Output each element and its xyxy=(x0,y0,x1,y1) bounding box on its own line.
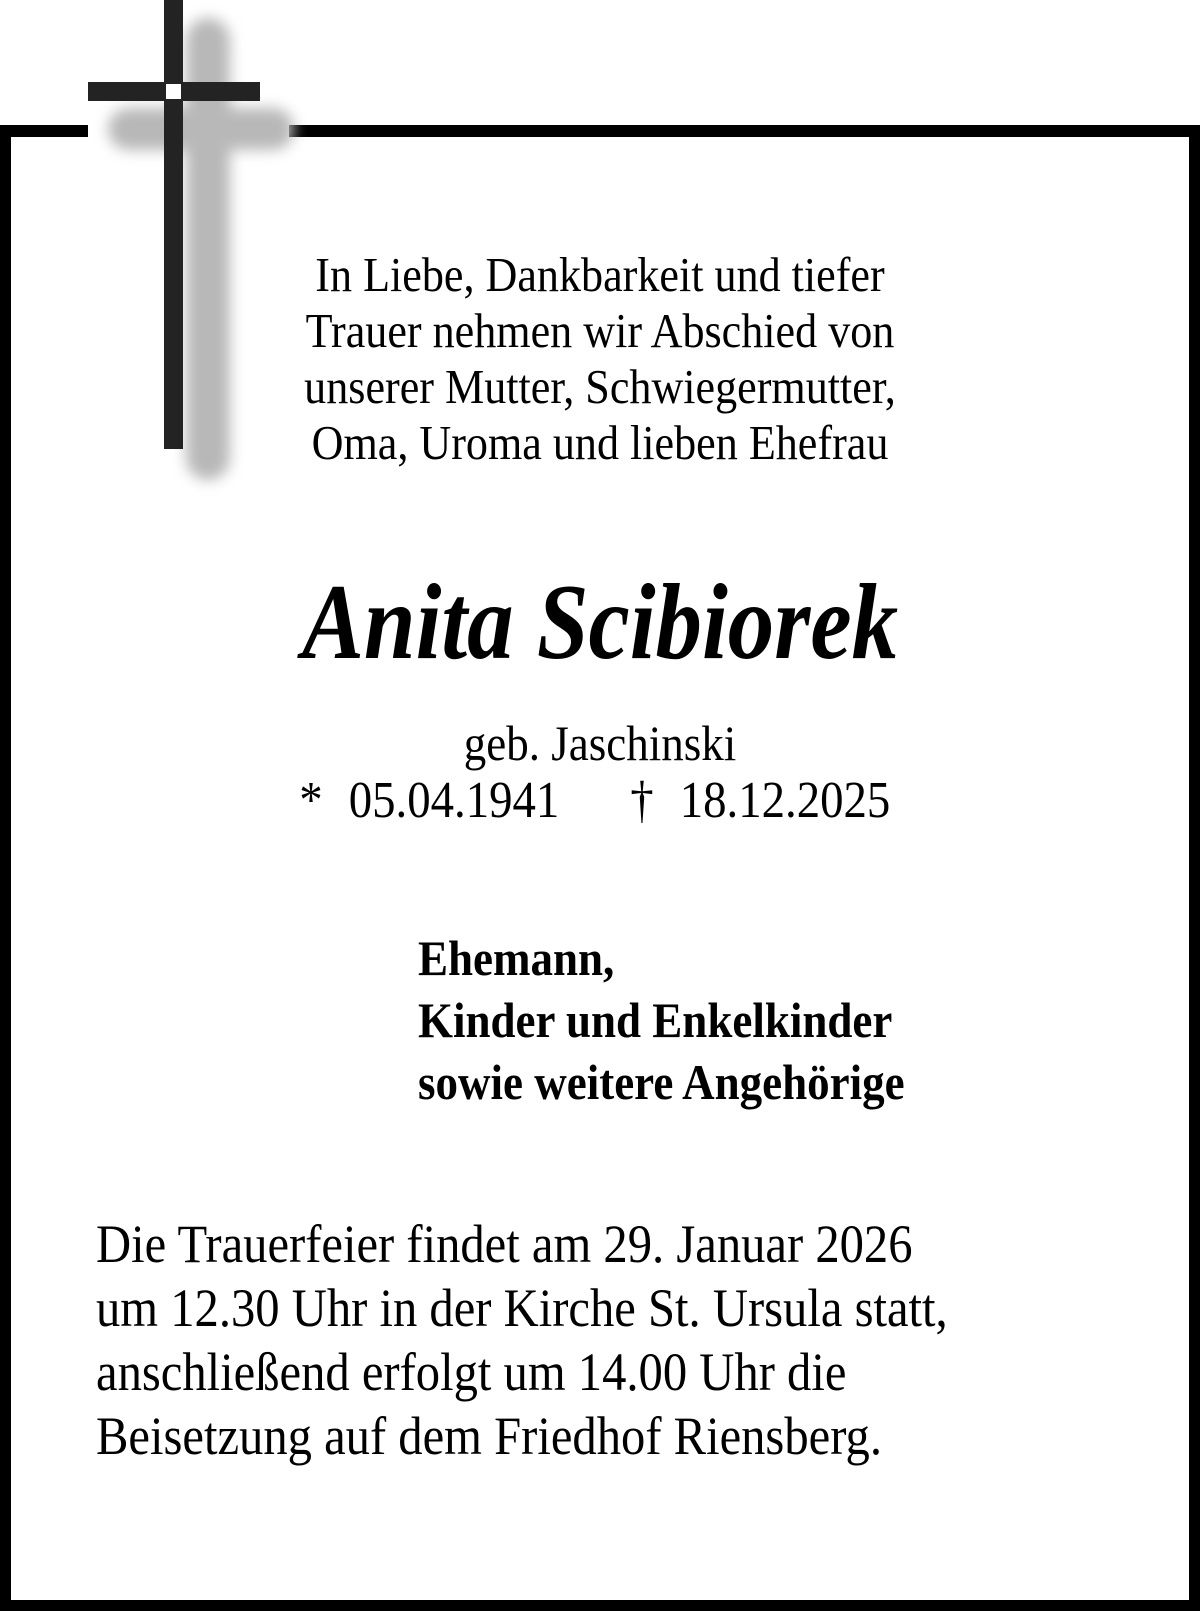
intro-line-3: unserer Mutter, Schwiegermutter, xyxy=(304,359,896,414)
death-date: 18.12.2025 xyxy=(679,772,891,829)
border-right xyxy=(1189,125,1200,1611)
service-line-1: Die Trauerfeier findet am 29. Januar 2026 xyxy=(96,1214,913,1274)
intro-line-1: In Liebe, Dankbarkeit und tiefer xyxy=(315,247,885,302)
service-line-3: anschließend erfolgt um 14.00 Uhr die xyxy=(96,1342,847,1402)
family-line-1: Ehemann, xyxy=(418,930,615,986)
deceased-name-text: Anita Scibiorek xyxy=(301,563,899,682)
border-bottom xyxy=(0,1600,1200,1611)
cross-center-notch xyxy=(166,84,181,99)
family-line-3: sowie weitere Angehörige xyxy=(418,1054,905,1110)
deceased-maiden-name xyxy=(11,715,1189,771)
birth-symbol: * xyxy=(299,772,323,829)
birth-date: 05.04.1941 xyxy=(348,772,560,829)
funeral-service-details xyxy=(96,1212,1156,1468)
deceased-maiden-name-text: geb. Jaschinski xyxy=(463,715,737,771)
service-line-2: um 12.30 Uhr in der Kirche St. Ursula statt, xyxy=(96,1278,948,1338)
intro-line-4: Oma, Uroma und lieben Ehefrau xyxy=(311,415,889,470)
notice-content xyxy=(11,137,1189,1600)
border-top-right-segment xyxy=(289,125,1200,137)
intro-text xyxy=(11,247,1189,471)
death-symbol: † xyxy=(630,772,654,829)
service-line-4: Beisetzung auf dem Friedhof Riensberg. xyxy=(96,1406,882,1466)
deceased-name xyxy=(11,563,1189,682)
life-dates xyxy=(11,772,1189,830)
family-line-2: Kinder und Enkelkinder xyxy=(418,992,893,1048)
surviving-family xyxy=(418,927,1118,1113)
intro-line-2: Trauer nehmen wir Abschied von xyxy=(305,303,895,358)
